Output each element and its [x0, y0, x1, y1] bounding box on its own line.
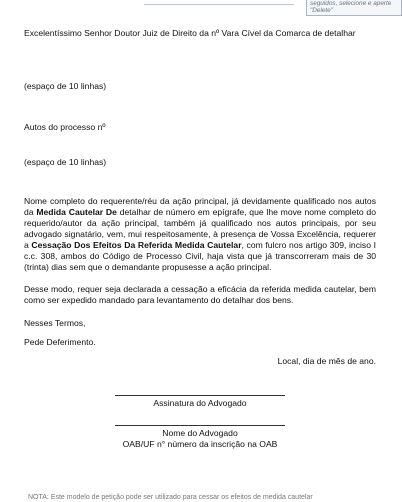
top-strip [0, 0, 400, 16]
instruction-note-box: seguidos, selecione e aperte "Delete" [306, 0, 402, 16]
name-line [115, 425, 285, 426]
addressee-paragraph: Excelentíssimo Senhor Doutor Juiz de Direito da nº Vara Cível da Comarca de detalhar [24, 28, 356, 38]
closing-terms: Nesses Termos, [24, 318, 86, 328]
request-text-2: detalhar de número em epígrafe, que lhe move nome completo do requerido/autor da ação principal, também já qualificado nos autos principais, por seu advogado signatário, vem, mui respeitosamente, à presença de Vossa Excelência, requerer a [24, 207, 376, 250]
closing-request: Pede Deferimento. [24, 337, 96, 347]
bottom-note-fragment: NOTA: Este modelo de petição pode ser utilizado para cessar os efeitos de medida cautelar [28, 494, 313, 501]
oab-registration: OAB/UF n° número da inscrição na OAB [122, 439, 278, 449]
main-request-paragraph [24, 196, 376, 273]
request-text-1: Nome completo do requerente/réu da ação principal, já devidamente qualificado nos autos da [24, 196, 376, 217]
cessation-bold: Cessação Dos Efeitos Da Referida Medida Cautelar [31, 240, 242, 250]
top-fragment-text [144, 0, 294, 5]
case-number-line: Autos do processo nº [24, 122, 106, 132]
spacer-note-2: (espaço de 10 linhas) [24, 157, 107, 167]
spacer-note-1: (espaço de 10 linhas) [24, 81, 107, 91]
place-and-date: Local, dia de mês de ano. [277, 356, 376, 366]
conclusion-paragraph: Desse modo, requer seja declarada a cessação a eficácia da referida medida cautelar, bem como ser expedido mandado para levantamento do detalhar dos bens. [24, 284, 376, 305]
signature-line [115, 395, 285, 396]
lawyer-name: Nome do Advogado [162, 428, 238, 438]
request-text-3: , com fulcro nos artigo 309, inciso I c.c. 308, ambos do Código de Processo Civil, haja vista que já transcorreram mais de 30 (trinta) dias sem que o demandante propusesse a ação principal. [24, 240, 376, 272]
measure-name-bold: Medida Cautelar De [36, 207, 117, 217]
signature-label: Assinatura do Advogado [153, 398, 247, 408]
